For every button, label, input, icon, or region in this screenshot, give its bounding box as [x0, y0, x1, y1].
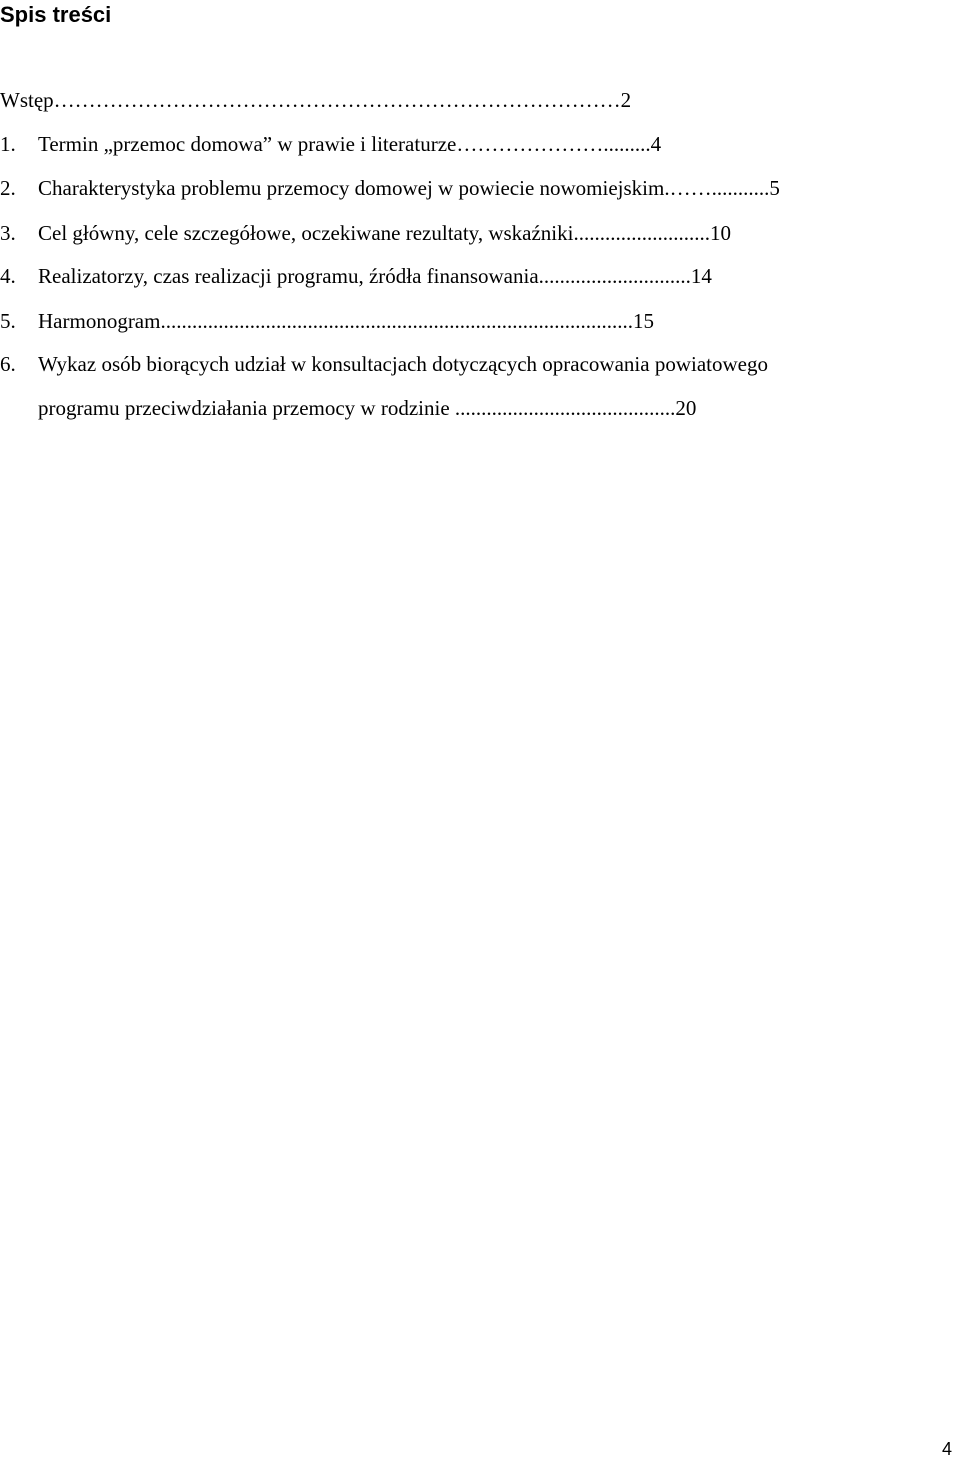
toc-entry-text: Realizatorzy, czas realizacji programu, źródła finansowania.............................14	[38, 264, 712, 288]
toc-entry-intro[interactable]	[0, 87, 631, 113]
toc-entry-number: 5.	[0, 309, 16, 333]
toc-entry-1[interactable]	[0, 131, 661, 157]
toc-entry-5[interactable]	[0, 308, 654, 334]
toc-entry-6[interactable]	[0, 351, 768, 377]
toc-entry-3[interactable]	[0, 220, 731, 246]
toc-entry-number: 2.	[0, 176, 16, 200]
toc-entry-number: 6.	[0, 352, 16, 376]
toc-entry-4[interactable]	[0, 263, 712, 289]
toc-entry-text: Harmonogram..........................................................................................15	[38, 309, 654, 333]
toc-entry-text: Termin „przemoc domowa” w prawie i literaturze………………….........4	[38, 132, 662, 156]
toc-entry-text: Wykaz osób biorących udział w konsultacjach dotyczących opracowania powiatowego	[38, 352, 768, 376]
toc-entry-number: 3.	[0, 221, 16, 245]
toc-entry-text: Cel główny, cele szczegółowe, oczekiwane rezultaty, wskaźniki..........................10	[38, 221, 731, 245]
toc-entry-number: 1.	[0, 132, 16, 156]
toc-entry-text: Wstęp………………………………………………………………………2	[0, 88, 632, 112]
toc-entry-text: Charakterystyka problemu przemocy domowej w powiecie nowomiejskim.……...........5	[38, 176, 780, 200]
toc-title: Spis treści	[0, 2, 112, 27]
toc-entry-2[interactable]	[0, 175, 780, 201]
toc-entry-number: 4.	[0, 264, 16, 288]
toc-entry-text: programu przeciwdziałania przemocy w rodzinie ..........................................20	[38, 396, 697, 420]
page-number: 4	[941, 1439, 952, 1459]
toc-entry-6-continued[interactable]	[38, 395, 696, 421]
